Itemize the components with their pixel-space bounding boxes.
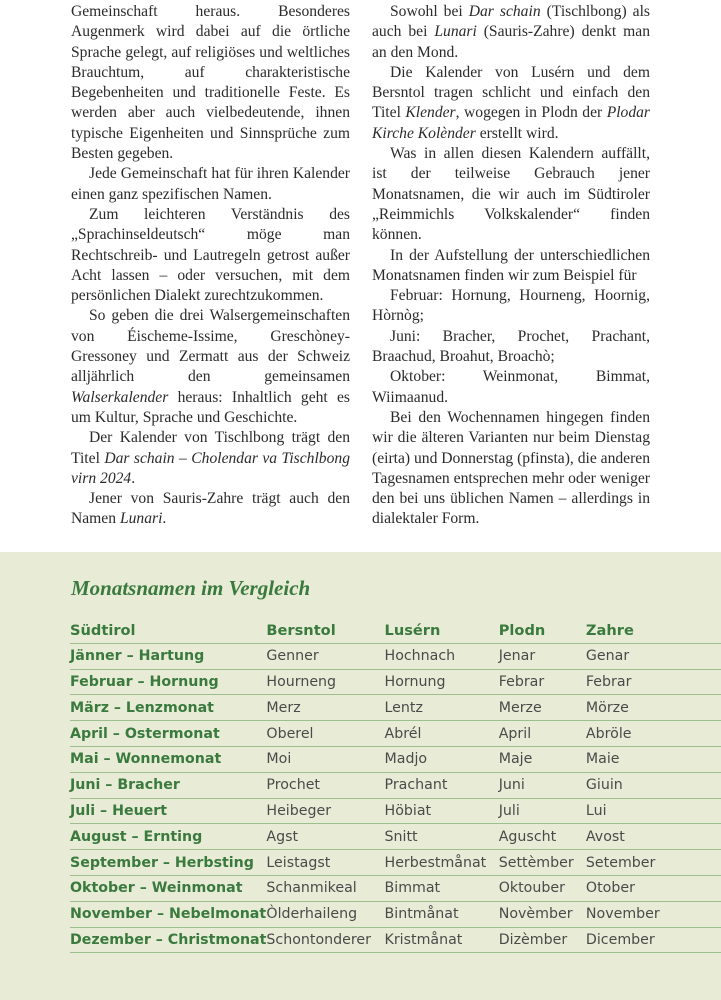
paragraph-text: Die Kalender von Lusérn und dem Bersntol tragen schlicht und einfach den Titel [372, 63, 650, 122]
paragraph [372, 367, 650, 408]
paragraph [71, 489, 350, 530]
paragraph-text: Jener von Sauris-Zahre trägt auch den Namen [71, 490, 350, 528]
cell-zahre: Febrar [586, 669, 721, 695]
paragraph [372, 327, 650, 368]
cell-suedtirol: September – Herbsting [70, 850, 266, 876]
table-row [70, 669, 721, 695]
cell-suedtirol: Oktober – Weinmonat [70, 875, 266, 901]
cell-lusern: Hochnach [385, 643, 499, 669]
cell-plodn: Oktouber [499, 875, 586, 901]
cell-zahre: Setember [586, 850, 721, 876]
italic-title-text: Lunari [434, 23, 477, 41]
cell-zahre: Mörze [586, 695, 721, 721]
cell-lusern: Höbiat [385, 798, 499, 824]
header-suedtirol: Südtirol [70, 618, 266, 643]
cell-suedtirol: Juni – Bracher [70, 772, 266, 798]
cell-suedtirol: November – Nebelmonat [70, 901, 266, 927]
cell-zahre: November [586, 901, 721, 927]
cell-zahre: Giuin [586, 772, 721, 798]
cell-suedtirol: August – Ernting [70, 824, 266, 850]
table-row [70, 901, 721, 927]
paragraph-text: Der Kalender von Tischlbong trägt den Titel [71, 429, 350, 467]
paragraph-text: . [131, 469, 136, 487]
cell-plodn: Merze [499, 695, 586, 721]
cell-bersntol: Prochet [266, 772, 384, 798]
cell-suedtirol: April – Ostermonat [70, 721, 266, 747]
cell-bersntol: Heibeger [266, 798, 384, 824]
table-header-row [70, 618, 721, 643]
cell-zahre: Genar [586, 643, 721, 669]
paragraph-text: In der Aufstellung der unterschiedlichen Monatsnamen finden wir zum Beispiel für [372, 246, 650, 284]
italic-title-text: Klender [405, 104, 456, 122]
paragraph-text: Sowohl bei [390, 3, 469, 20]
cell-bersntol: Agst [266, 824, 384, 850]
paragraph [372, 286, 650, 327]
paragraph [372, 246, 650, 287]
italic-title-text: Dar schain [468, 3, 541, 20]
paragraph [71, 306, 350, 428]
cell-plodn: April [499, 721, 586, 747]
table-row [70, 850, 721, 876]
cell-suedtirol: März – Lenzmonat [70, 695, 266, 721]
cell-lusern: Bimmat [385, 875, 499, 901]
table-body [70, 643, 721, 953]
cell-suedtirol: Februar – Hornung [70, 669, 266, 695]
paragraph [71, 164, 350, 205]
paragraph-text: (Tischlbong) als auch bei [372, 3, 650, 41]
cell-bersntol: Oberel [266, 721, 384, 747]
paragraph-text: Bei den Wochennamen hingegen finden wir die älteren Varianten nur beim Dienstag (eirta) und Donnerstag (pfinsta), die anderen Tagesnamen entsprechen mehr oder weniger den bei uns üblichen Namen – allerdings in dialektaler Form. [372, 408, 650, 528]
cell-plodn: Settèmber [499, 850, 586, 876]
table-row [70, 721, 721, 747]
paragraph-text: Gemeinschaft heraus. Besonderes Augenmerk wird dabei auf die örtliche Sprache gelegt, auf religiöses und weltliches Brauchtum, auf charakteristische Begebenheiten und traditionelle Feste. Es werden aber auch vielbedeutende, ihnen typische Eigenheiten und Sinnsprüche zum Besten gegeben. [71, 3, 350, 163]
cell-zahre: Dicember [586, 927, 721, 953]
paragraph-text: Februar: Hornung, Hourneng, Hoornig, Hòrnòg; [372, 287, 650, 325]
paragraph-text: Juni: Bracher, Prochet, Prachant, Braachud, Broahut, Broachò; [372, 327, 650, 366]
month-names-table [70, 618, 721, 953]
cell-lusern: Herbestmånat [385, 850, 499, 876]
paragraph-text: , wogegen in Plodn der [455, 104, 607, 122]
paragraph [372, 2, 650, 63]
header-zahre: Zahre [586, 618, 721, 643]
paragraph-text: Oktober: Weinmonat, Bimmat, Wiimaanud. [372, 368, 650, 406]
table-row [70, 927, 721, 953]
cell-suedtirol: Dezember – Christmonat [70, 927, 266, 953]
cell-bersntol: Moi [266, 746, 384, 772]
paragraph-text: Zum leichteren Verständnis des „Sprachinseldeutsch“ möge man Rechtschreib- und Lautregeln getrost außer Acht lassen – oder versuchen, mit dem persönlichen Dialekt zurechtzukommen. [71, 205, 350, 305]
cell-bersntol: Hourneng [266, 669, 384, 695]
cell-bersntol: Merz [266, 695, 384, 721]
cell-plodn: Jenar [499, 643, 586, 669]
cell-bersntol: Òlderhaileng [266, 901, 384, 927]
table-row [70, 824, 721, 850]
cell-bersntol: Leistagst [266, 850, 384, 876]
cell-plodn: Juni [499, 772, 586, 798]
cell-suedtirol: Mai – Wonnemonat [70, 746, 266, 772]
cell-bersntol: Schanmikeal [266, 875, 384, 901]
table-row [70, 772, 721, 798]
article-column-left [71, 2, 350, 530]
cell-zahre: Otober [586, 875, 721, 901]
cell-plodn: Febrar [499, 669, 586, 695]
header-plodn: Plodn [499, 618, 586, 643]
italic-title-text: Dar schain – Cholendar va Tischlbong virn 2024 [71, 449, 350, 487]
paragraph [372, 63, 650, 144]
cell-lusern: Bintmånat [385, 901, 499, 927]
paragraph [372, 408, 650, 530]
paragraph-text: So geben die drei Walsergemeinschaften von Éischeme-Issime, Greschòney-Gressoney und Zermatt aus der Schweiz alljährlich den gemeinsamen [71, 307, 350, 386]
paragraph-text: Jede Gemeinschaft hat für ihren Kalender einen ganz spezifischen Namen. [71, 165, 350, 203]
article-column-right [372, 2, 650, 530]
table-row [70, 746, 721, 772]
table-row [70, 643, 721, 669]
cell-lusern: Kristmånat [385, 927, 499, 953]
cell-lusern: Hornung [385, 669, 499, 695]
cell-lusern: Prachant [385, 772, 499, 798]
cell-zahre: Avost [586, 824, 721, 850]
cell-zahre: Abröle [586, 721, 721, 747]
paragraph [71, 2, 350, 164]
comparison-title: Monatsnamen im Vergleich [71, 576, 311, 600]
cell-lusern: Madjo [385, 746, 499, 772]
paragraph [71, 205, 350, 306]
paragraph-text: Was in allen diesen Kalendern auffällt, ist der teilweise Gebrauch jener Monatsnamen, die wir auch im Südtiroler „Reimmichls Volkskalender“ finden können. [372, 145, 650, 244]
italic-title-text: Walserkalender [71, 388, 169, 406]
paragraph [71, 428, 350, 489]
table-row [70, 695, 721, 721]
paragraph [372, 144, 650, 245]
header-lusern: Lusérn [385, 618, 499, 643]
cell-suedtirol: Jänner – Hartung [70, 643, 266, 669]
paragraph-text: erstellt wird. [475, 124, 559, 142]
cell-bersntol: Genner [266, 643, 384, 669]
paragraph-text: . [162, 510, 167, 528]
table-row [70, 875, 721, 901]
paragraph-text: (Sauris-Zahre) denkt man an den Mond. [372, 23, 650, 61]
header-bersntol: Bersntol [266, 618, 384, 643]
cell-zahre: Lui [586, 798, 721, 824]
cell-lusern: Lentz [385, 695, 499, 721]
cell-plodn: Maje [499, 746, 586, 772]
cell-plodn: Dizèmber [499, 927, 586, 953]
cell-bersntol: Schontonderer [266, 927, 384, 953]
cell-lusern: Snitt [385, 824, 499, 850]
paragraph-text: heraus: Inhaltlich geht es um Kultur, Sprache und Geschichte. [71, 388, 350, 426]
cell-plodn: Juli [499, 798, 586, 824]
cell-zahre: Maie [586, 746, 721, 772]
cell-lusern: Abrél [385, 721, 499, 747]
cell-plodn: Aguscht [499, 824, 586, 850]
italic-title-text: Plodar Kirche Kolènder [372, 104, 651, 142]
italic-title-text: Lunari [119, 510, 163, 528]
cell-plodn: Novèmber [499, 901, 586, 927]
table-row [70, 798, 721, 824]
cell-suedtirol: Juli – Heuert [70, 798, 266, 824]
